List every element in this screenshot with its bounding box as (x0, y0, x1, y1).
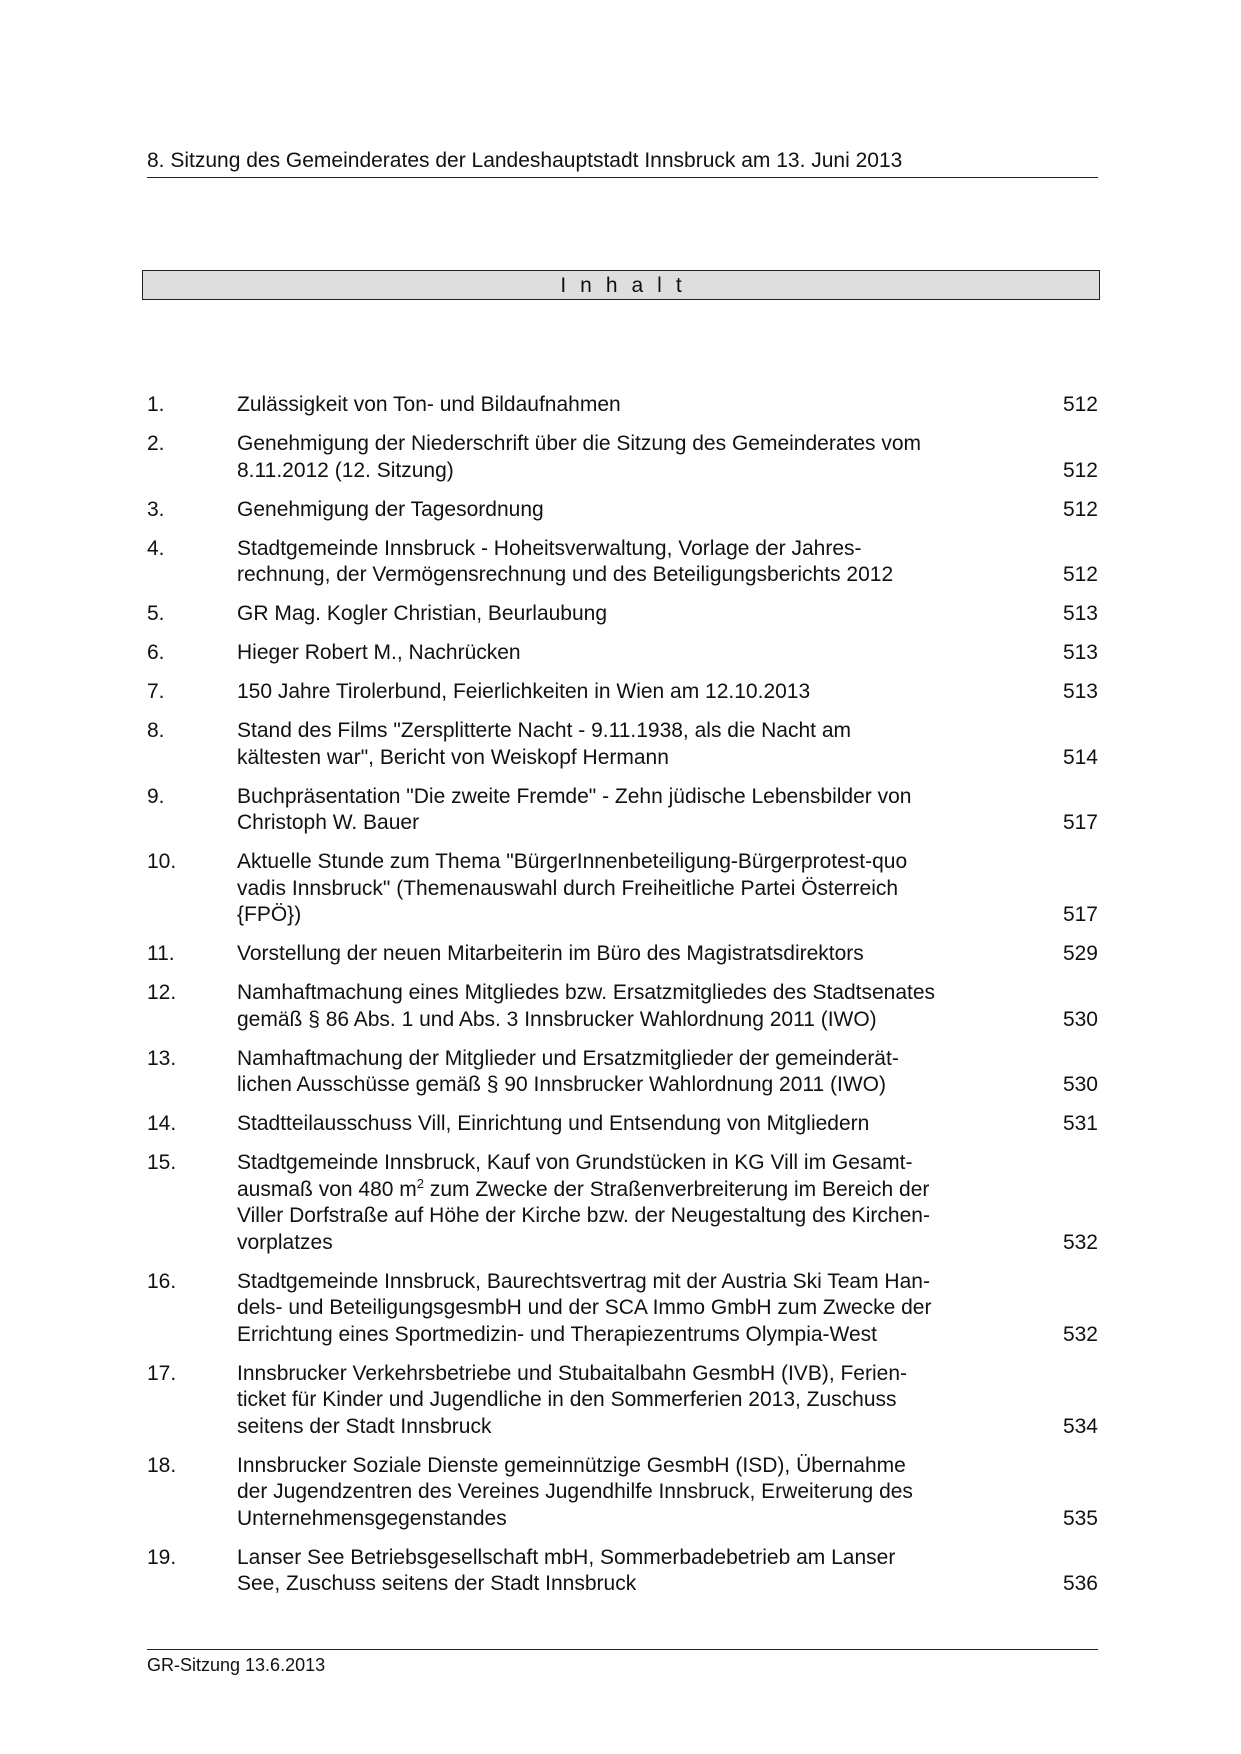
toc-title: GR Mag. Kogler Christian, Beurlaubung (237, 602, 608, 625)
toc-page: 512 (1062, 458, 1098, 482)
toc-page: 536 (1062, 1572, 1098, 1595)
toc-item (147, 1269, 1098, 1349)
toc-item (147, 718, 1098, 771)
toc-number: 2. (147, 432, 165, 455)
toc-number: 15. (147, 1151, 177, 1174)
toc-page: 512 (1062, 563, 1098, 586)
toc-title: Buchpräsentation "Die zweite Fremde" - Zehn jüdische Lebensbilder von Christoph W. Bauer (237, 784, 912, 834)
toc-page: 529 (1062, 942, 1098, 965)
toc-item (147, 1545, 1098, 1598)
toc-number: 5. (147, 602, 165, 625)
toc-number: 10. (147, 850, 177, 873)
toc-title: Stand des Films "Zersplitterte Nacht - 9.11.1938, als die Nacht am kältesten war", Bericht von Weiskopf Hermann (237, 719, 852, 769)
toc-page: 514 (1062, 745, 1098, 769)
section-heading-box: Inhalt (142, 270, 1100, 300)
toc-number: 9. (147, 784, 165, 808)
toc-number: 19. (147, 1545, 177, 1569)
superscript-exponent: 2 (416, 1175, 424, 1191)
toc-number: 8. (147, 719, 165, 742)
toc-title: Innsbrucker Verkehrsbetriebe und Stubaitalbahn GesmbH (IVB), Ferien- ticket für Kinder und Jugendliche in den Sommerferien 2013, Zuschuss seitens der Stadt Innsbruck (237, 1361, 908, 1438)
toc-number: 16. (147, 1269, 177, 1293)
toc-item (147, 849, 1098, 929)
toc-title: Innsbrucker Soziale Dienste gemeinnützige GesmbH (ISD), Übernahme der Jugendzentren des Vereines Jugendhilfe Innsbruck, Erweiterung des Unternehmensgegenstandes (237, 1453, 913, 1530)
toc-title: Aktuelle Stunde zum Thema "BürgerInnenbeteiligung-Bürgerprotest-quo vadis Innsbruck" (Themenauswahl durch Freiheitliche Partei Österreich {FPÖ}) (237, 850, 908, 926)
toc-title: Lanser See Betriebsgesellschaft mbH, Sommerbadebetrieb am Lanser See, Zuschuss seitens der Stadt Innsbruck (237, 1545, 896, 1595)
toc-item (147, 784, 1098, 837)
toc-page: 532 (1062, 1230, 1098, 1254)
toc-title: Namhaftmachung eines Mitgliedes bzw. Ersatzmitgliedes des Stadtsenates gemäß § 86 Abs. 1 und Abs. 3 Innsbrucker Wahlordnung 2011 (IWO) (237, 981, 936, 1031)
toc-title: Namhaftmachung der Mitglieder und Ersatzmitglieder der gemeinderät- lichen Ausschüsse gemäß § 90 Innsbrucker Wahlordnung 2011 (IWO) (237, 1046, 899, 1096)
document-header: 8. Sitzung des Gemeinderates der Landeshauptstadt Innsbruck am 13. Juni 2013 (147, 148, 1098, 178)
toc-item (147, 497, 1098, 524)
toc-title: Vorstellung der neuen Mitarbeiterin im Büro des Magistratsdirektors (237, 942, 864, 965)
toc-page: 512 (1062, 393, 1098, 416)
toc-number: 4. (147, 536, 165, 560)
toc-page: 535 (1062, 1506, 1098, 1530)
toc-number: 14. (147, 1112, 177, 1135)
toc-title: Stadtgemeinde Innsbruck, Baurechtsvertrag mit der Austria Ski Team Han- dels- und BeteiligungsgesmbH und der SCA Immo GmbH zum Zwecke der Errichtung eines Sportmedizin- und Therapiezentrums Olympia-West (237, 1269, 932, 1346)
toc-number: 11. (147, 942, 175, 965)
toc-title (237, 1150, 1058, 1256)
toc-item (147, 980, 1098, 1033)
toc-number: 3. (147, 497, 165, 521)
toc-page: 531 (1062, 1112, 1098, 1135)
toc-number: 12. (147, 981, 177, 1004)
toc-item (147, 1111, 1098, 1138)
toc-item (147, 679, 1098, 706)
toc-title: Stadtgemeinde Innsbruck - Hoheitsverwaltung, Vorlage der Jahres- rechnung, der Vermögensrechnung und des Beteiligungsberichts 2012 (237, 536, 894, 586)
toc-title-part: zum Zwecke der Straßenverbreiterung im Bereich der Viller Dorfstraße auf Höhe der Kirche bzw. der Neugestaltung des Kirchen- vorplatzes (237, 1177, 930, 1254)
toc-page: 517 (1062, 903, 1098, 926)
toc-item (147, 392, 1098, 419)
toc-title: 150 Jahre Tirolerbund, Feierlichkeiten in Wien am 12.10.2013 (237, 680, 811, 703)
toc-title: Stadtteilausschuss Vill, Einrichtung und Entsendung von Mitgliedern (237, 1112, 870, 1135)
toc-item (147, 1453, 1098, 1533)
toc-page: 530 (1062, 1007, 1098, 1031)
toc-page: 534 (1062, 1414, 1098, 1438)
toc-page: 532 (1062, 1322, 1098, 1346)
toc-title: Zulässigkeit von Ton- und Bildaufnahmen (237, 393, 621, 416)
toc-item (147, 1361, 1098, 1441)
toc-title: Hieger Robert M., Nachrücken (237, 641, 521, 664)
toc-page: 513 (1062, 680, 1098, 703)
toc-title-part: Stadtgemeinde Innsbruck, Kauf von Grundstücken in KG Vill im Gesamt- ausmaß von 480 m (237, 1151, 913, 1201)
toc-item (147, 1150, 1098, 1256)
toc-number: 17. (147, 1361, 177, 1385)
toc-number: 18. (147, 1453, 177, 1477)
toc-item (147, 1046, 1098, 1099)
toc-title: Genehmigung der Niederschrift über die Sitzung des Gemeinderates vom 8.11.2012 (12. Sitzung) (237, 432, 922, 482)
toc-item (147, 431, 1098, 484)
toc-item (147, 601, 1098, 628)
toc-page: 513 (1062, 602, 1098, 625)
toc-item (147, 941, 1098, 968)
toc-item (147, 536, 1098, 589)
toc-number: 6. (147, 641, 165, 664)
table-of-contents (147, 392, 1098, 1610)
toc-number: 7. (147, 680, 165, 703)
toc-title: Genehmigung der Tagesordnung (237, 497, 544, 521)
document-footer: GR-Sitzung 13.6.2013 (147, 1649, 1098, 1676)
toc-page: 513 (1062, 641, 1098, 664)
toc-page: 512 (1062, 497, 1098, 521)
toc-number: 13. (147, 1046, 177, 1070)
toc-page: 517 (1062, 811, 1098, 834)
toc-number: 1. (147, 393, 165, 416)
toc-item (147, 640, 1098, 667)
toc-page: 530 (1062, 1073, 1098, 1096)
